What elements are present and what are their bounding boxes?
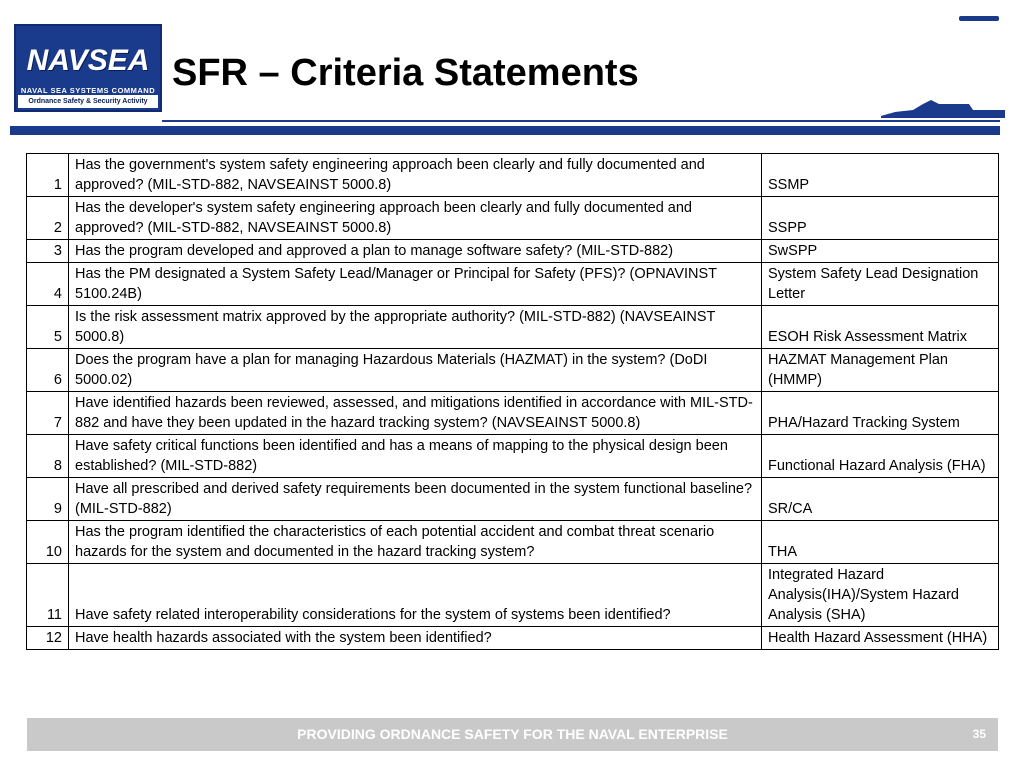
row-number: 3 (27, 240, 69, 263)
ship-icon (873, 12, 1008, 122)
criteria-question: Does the program have a plan for managing Hazardous Materials (HAZMAT) in the system? (DoDI 5000.02) (69, 349, 762, 392)
row-number: 8 (27, 435, 69, 478)
table-row (27, 197, 999, 240)
logo-brand: NAVSEA (26, 44, 150, 77)
table-row (27, 306, 999, 349)
table-row (27, 349, 999, 392)
required-document: Functional Hazard Analysis (FHA) (762, 435, 999, 478)
criteria-question: Have health hazards associated with the system been identified? (69, 627, 762, 650)
row-number: 1 (27, 154, 69, 197)
table-row (27, 521, 999, 564)
criteria-question: Have safety related interoperability considerations for the system of systems been identified? (69, 564, 762, 627)
required-document: SwSPP (762, 240, 999, 263)
criteria-question: Is the risk assessment matrix approved by the appropriate authority? (MIL-STD-882) (NAVSEAINST 5000.8) (69, 306, 762, 349)
table-row (27, 392, 999, 435)
footer-bar (27, 718, 998, 751)
header-rule-thin (162, 120, 1000, 122)
required-document: PHA/Hazard Tracking System (762, 392, 999, 435)
table-row (27, 240, 999, 263)
table-row (27, 627, 999, 650)
table-row (27, 564, 999, 627)
header-rule-thick (10, 126, 1000, 135)
table-row (27, 263, 999, 306)
required-document: HAZMAT Management Plan (HMMP) (762, 349, 999, 392)
criteria-question: Has the program developed and approved a plan to manage software safety? (MIL-STD-882) (69, 240, 762, 263)
table-row (27, 478, 999, 521)
page-number: 35 (972, 727, 986, 741)
row-number: 4 (27, 263, 69, 306)
row-number: 12 (27, 627, 69, 650)
required-document: THA (762, 521, 999, 564)
row-number: 9 (27, 478, 69, 521)
required-document: System Safety Lead Designation Letter (762, 263, 999, 306)
table-row (27, 435, 999, 478)
required-document: SR/CA (762, 478, 999, 521)
criteria-question: Has the government's system safety engineering approach been clearly and fully documented and approved? (MIL-STD-882, NAVSEAINST 5000.8) (69, 154, 762, 197)
criteria-question: Have all prescribed and derived safety requirements been documented in the system functional baseline? (MIL-STD-882) (69, 478, 762, 521)
criteria-question: Have identified hazards been reviewed, assessed, and mitigations identified in accordance with MIL-STD-882 and have they been updated in the hazard tracking system? (NAVSEAINST 5000.8) (69, 392, 762, 435)
table-row (27, 154, 999, 197)
page-title: SFR – Criteria Statements (172, 52, 639, 94)
row-number: 10 (27, 521, 69, 564)
criteria-question: Has the developer's system safety engineering approach been clearly and fully documented and approved? (MIL-STD-882, NAVSEAINST 5000.8) (69, 197, 762, 240)
required-document: SSPP (762, 197, 999, 240)
row-number: 7 (27, 392, 69, 435)
logo-subtitle: NAVAL SEA SYSTEMS COMMAND (20, 86, 156, 95)
criteria-question: Has the PM designated a System Safety Lead/Manager or Principal for Safety (PFS)? (OPNAVINST 5100.24B) (69, 263, 762, 306)
required-document: ESOH Risk Assessment Matrix (762, 306, 999, 349)
criteria-table (26, 153, 999, 650)
required-document: SSMP (762, 154, 999, 197)
navsea-logo (14, 24, 162, 112)
footer-text: PROVIDING ORDNANCE SAFETY FOR THE NAVAL ENTERPRISE (297, 726, 728, 742)
row-number: 11 (27, 564, 69, 627)
logo-tagline: Ordnance Safety & Security Activity (18, 95, 158, 108)
row-number: 6 (27, 349, 69, 392)
row-number: 2 (27, 197, 69, 240)
row-number: 5 (27, 306, 69, 349)
required-document: Integrated Hazard Analysis(IHA)/System Hazard Analysis (SHA) (762, 564, 999, 627)
criteria-question: Has the program identified the characteristics of each potential accident and combat threat scenario hazards for the system and documented in the hazard tracking system? (69, 521, 762, 564)
criteria-question: Have safety critical functions been identified and has a means of mapping to the physical design been established? (MIL-STD-882) (69, 435, 762, 478)
required-document: Health Hazard Assessment (HHA) (762, 627, 999, 650)
